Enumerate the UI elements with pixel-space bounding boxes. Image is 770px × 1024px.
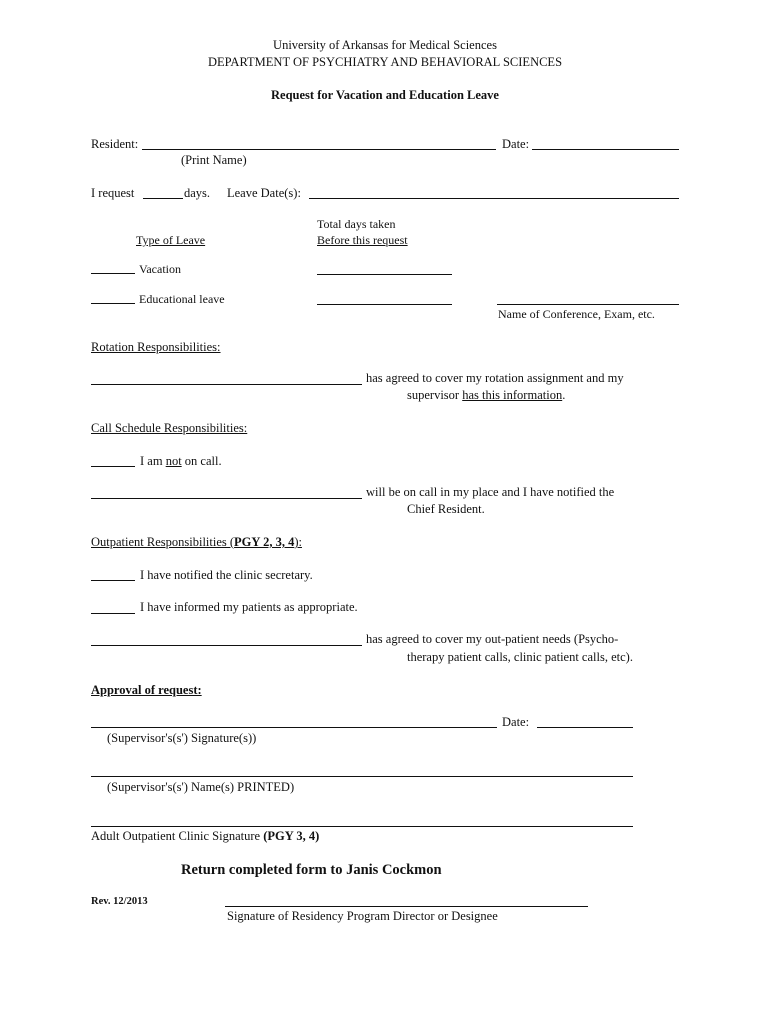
supervisor-signature-field[interactable] bbox=[91, 727, 497, 728]
educational-total-field[interactable] bbox=[317, 304, 452, 305]
rotation-cover-field[interactable] bbox=[91, 384, 362, 385]
resident-label: Resident: bbox=[91, 137, 139, 151]
revision-label: Rev. 12/2013 bbox=[91, 896, 148, 907]
print-name-hint: (Print Name) bbox=[181, 153, 247, 167]
call-cover-field[interactable] bbox=[91, 498, 362, 499]
days-field[interactable] bbox=[143, 198, 183, 199]
resident-name-field[interactable] bbox=[142, 149, 496, 150]
director-signature-caption: Signature of Residency Program Director or Designee bbox=[227, 909, 498, 923]
educational-label: Educational leave bbox=[139, 292, 225, 306]
conference-name-field[interactable] bbox=[497, 304, 679, 305]
leave-dates-label: Leave Date(s): bbox=[227, 186, 301, 200]
call-cover-line2: Chief Resident. bbox=[407, 502, 485, 516]
not-on-call-text: I am not on call. bbox=[140, 454, 222, 468]
rotation-text-line2: supervisor has this information. bbox=[407, 388, 566, 402]
clinic-signature-caption: Adult Outpatient Clinic Signature (PGY 3, 4) bbox=[91, 829, 320, 843]
leave-dates-field[interactable] bbox=[309, 198, 679, 199]
date-label: Date: bbox=[502, 137, 530, 151]
outpatient-cover-line1: has agreed to cover my out-patient needs (Psycho- bbox=[366, 632, 619, 646]
call-heading: Call Schedule Responsibilities: bbox=[91, 421, 248, 435]
vacation-days-field[interactable] bbox=[91, 273, 135, 274]
secretary-text: I have notified the clinic secretary. bbox=[140, 568, 313, 582]
approval-date-label: Date: bbox=[502, 715, 530, 729]
days-label: days. bbox=[184, 186, 211, 200]
outpatient-heading: Outpatient Responsibilities (PGY 2, 3, 4): bbox=[91, 535, 302, 549]
total-header-line1: Total days taken bbox=[317, 217, 396, 231]
university-name: University of Arkansas for Medical Sciences bbox=[273, 38, 497, 52]
type-of-leave-header: Type of Leave bbox=[136, 233, 206, 247]
supervisor-printed-caption: (Supervisor's(s') Name(s) PRINTED) bbox=[107, 780, 295, 794]
return-instruction: Return completed form to Janis Cockmon bbox=[181, 862, 442, 878]
i-request-label: I request bbox=[91, 186, 135, 200]
date-field[interactable] bbox=[532, 149, 679, 150]
form-title: Request for Vacation and Education Leave bbox=[271, 88, 499, 102]
outpatient-cover-line2: therapy patient calls, clinic patient calls, etc). bbox=[407, 650, 633, 664]
rotation-text-line1: has agreed to cover my rotation assignment and my bbox=[366, 371, 624, 385]
supervisor-signature-caption: (Supervisor's(s') Signature(s)) bbox=[107, 731, 257, 745]
approval-heading: Approval of request: bbox=[91, 683, 202, 697]
vacation-total-field[interactable] bbox=[317, 274, 452, 275]
vacation-label: Vacation bbox=[139, 262, 181, 276]
not-on-call-check-field[interactable] bbox=[91, 466, 135, 467]
department-name: DEPARTMENT OF PSYCHIATRY AND BEHAVIORAL SCIENCES bbox=[207, 55, 563, 69]
patients-check-field[interactable] bbox=[91, 613, 135, 614]
clinic-signature-field[interactable] bbox=[91, 826, 633, 827]
supervisor-printed-field[interactable] bbox=[91, 776, 633, 777]
total-header-line2: Before this request bbox=[317, 233, 408, 247]
outpatient-cover-field[interactable] bbox=[91, 645, 362, 646]
rotation-heading: Rotation Responsibilities: bbox=[91, 340, 221, 354]
educational-days-field[interactable] bbox=[91, 303, 135, 304]
call-cover-line1: will be on call in my place and I have notified the bbox=[366, 485, 615, 499]
approval-date-field[interactable] bbox=[537, 727, 633, 728]
patients-text: I have informed my patients as appropriate. bbox=[140, 600, 358, 614]
secretary-check-field[interactable] bbox=[91, 580, 135, 581]
conference-label: Name of Conference, Exam, etc. bbox=[498, 307, 655, 321]
director-signature-field[interactable] bbox=[225, 906, 588, 907]
